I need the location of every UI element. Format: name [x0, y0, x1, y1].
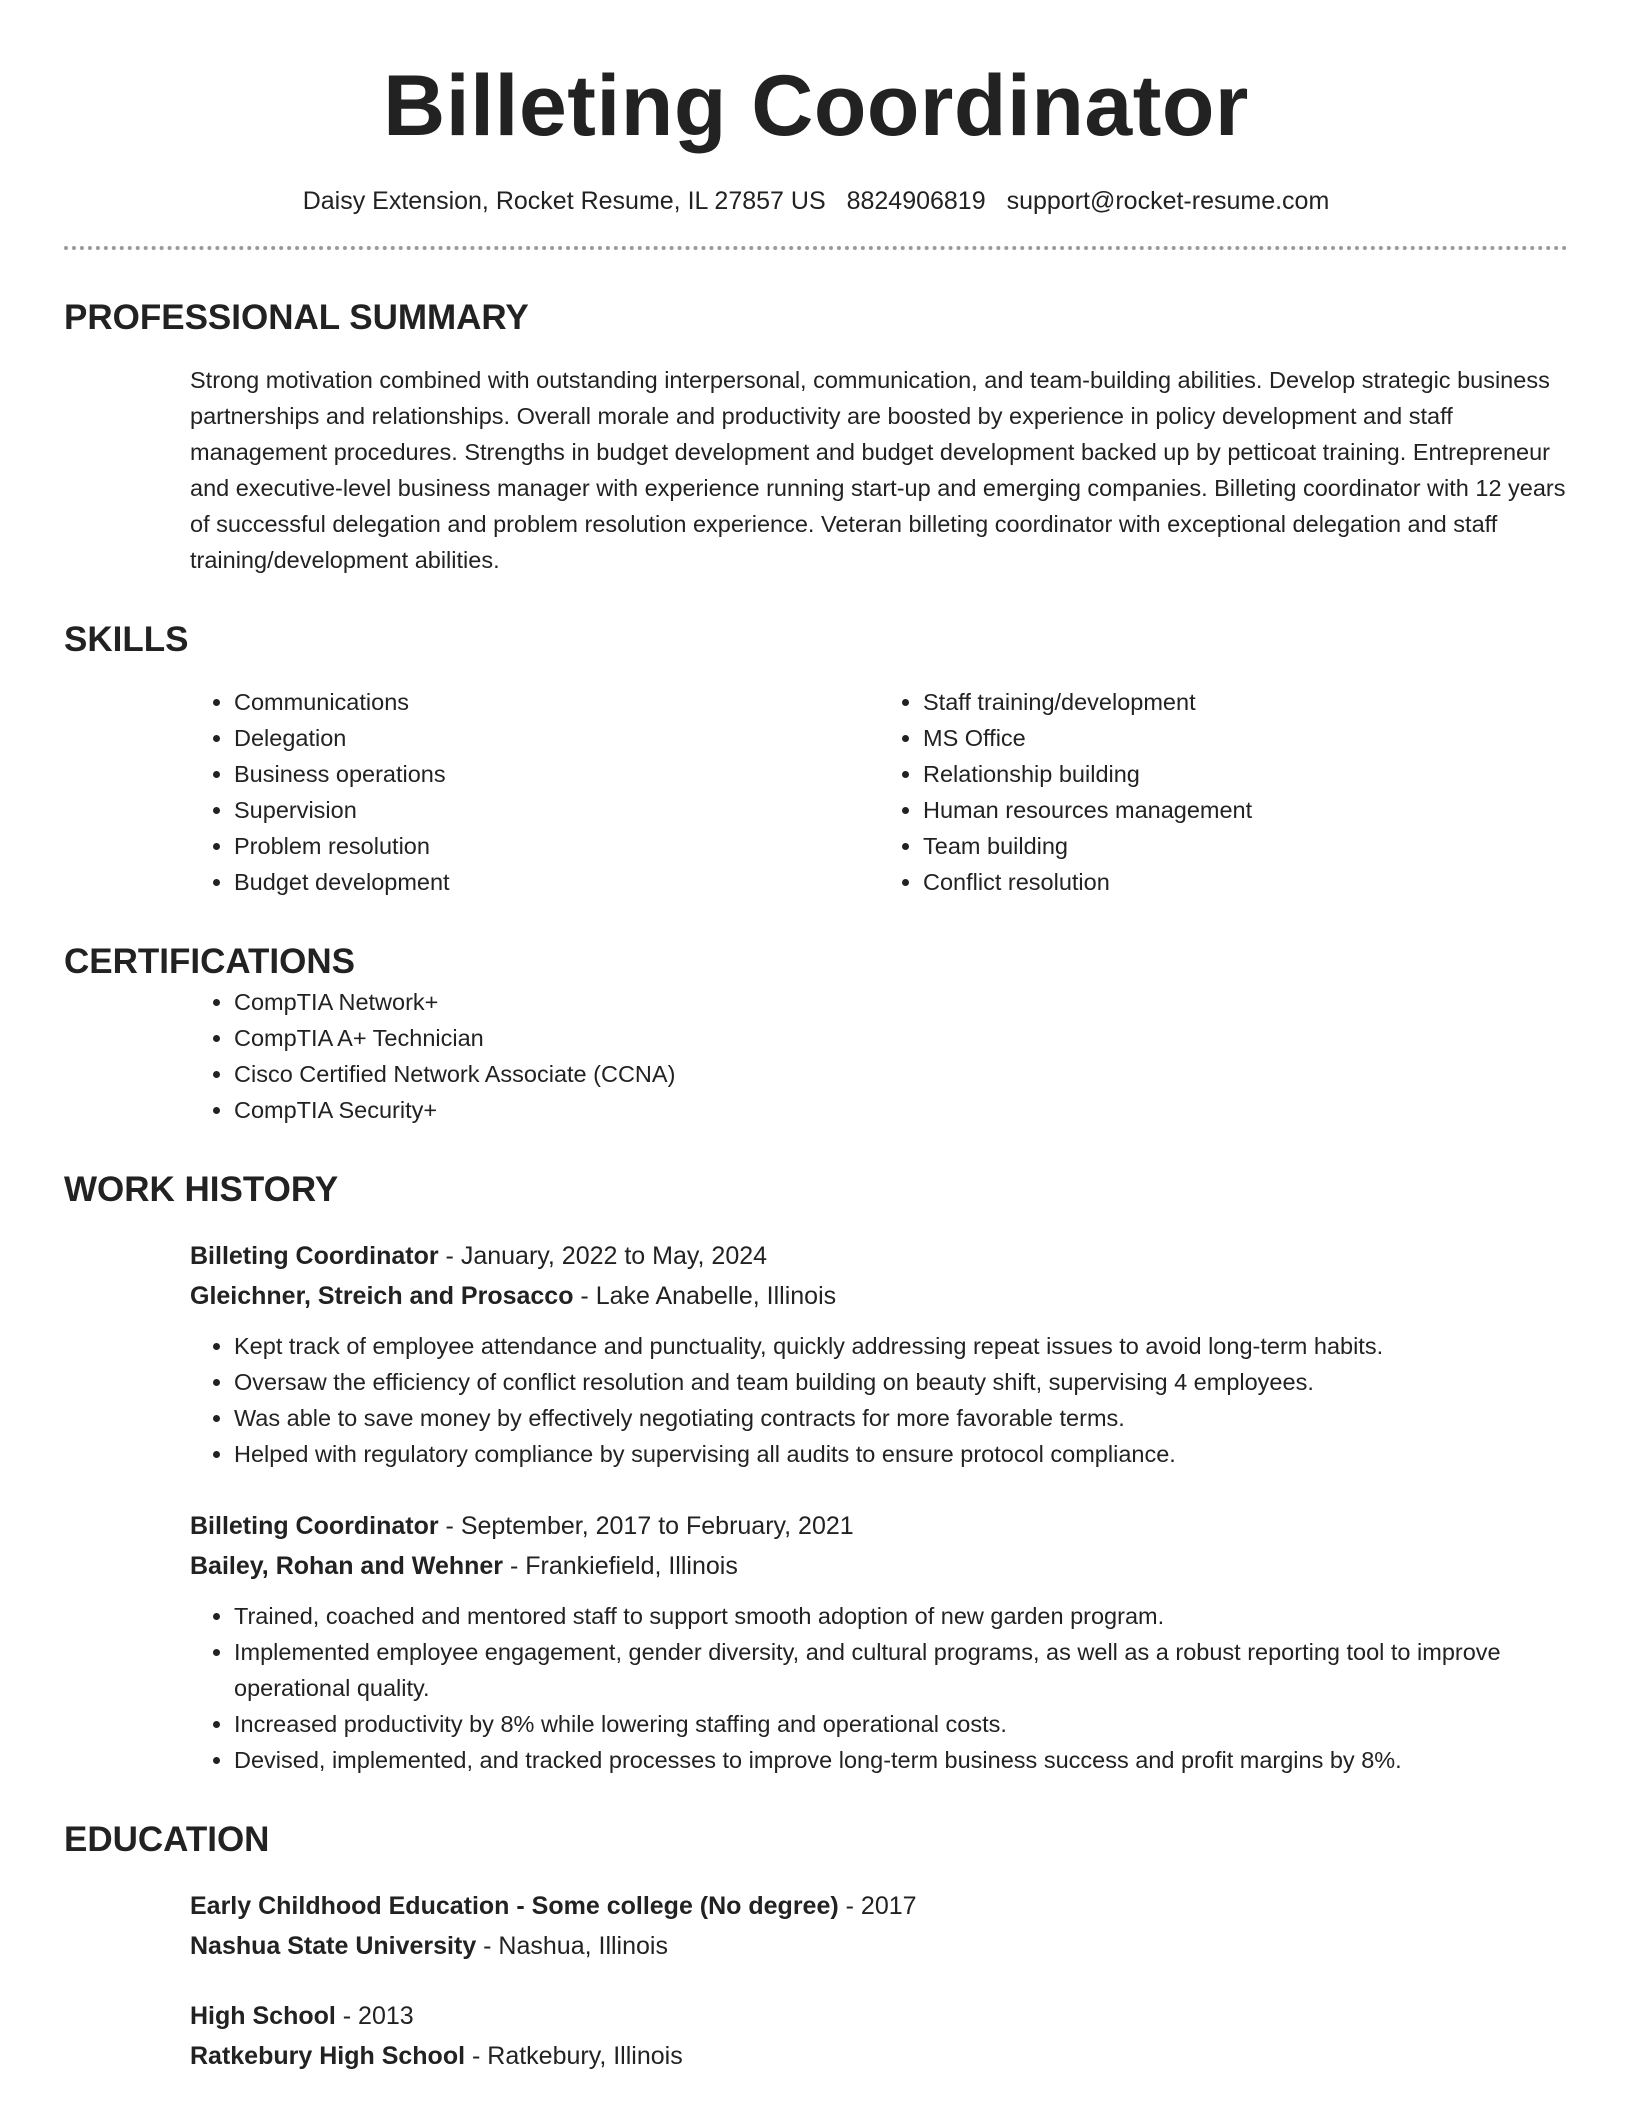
certifications-heading: CERTIFICATIONS — [64, 942, 356, 981]
education-degree: Early Childhood Education - Some college (No degree) — [190, 1892, 839, 1920]
job-role: Billeting Coordinator — [190, 1512, 439, 1540]
job-company: Gleichner, Streich and Prosacco — [190, 1282, 574, 1310]
job-role: Billeting Coordinator — [190, 1242, 439, 1270]
list-item: • Human resources management — [923, 792, 1568, 828]
skills-section — [64, 618, 1568, 900]
contact-phone: 8824906819 — [846, 187, 986, 215]
summary-section — [64, 296, 1568, 578]
list-item: • Team building — [923, 828, 1568, 864]
education-entry — [190, 1886, 1568, 1966]
list-item: • Communications — [234, 684, 879, 720]
job-company-line — [190, 1546, 1568, 1586]
list-item: • Supervision — [234, 792, 879, 828]
education-location: - Ratkebury, Illinois — [465, 2042, 683, 2070]
certifications-list — [190, 984, 1568, 1128]
job-location: - Lake Anabelle, Illinois — [573, 1282, 837, 1310]
list-item: • Was able to save money by effectively negotiating contracts for more favorable terms. — [234, 1400, 1568, 1436]
contact-email: support@rocket-resume.com — [1006, 187, 1330, 215]
list-item: • Problem resolution — [234, 828, 879, 864]
list-item: • Increased productivity by 8% while lowering staffing and operational costs. — [234, 1706, 1568, 1742]
list-item: • Oversaw the efficiency of conflict resolution and team building on beauty shift, supervising 4 employees. — [234, 1364, 1568, 1400]
skills-list-left — [190, 684, 879, 900]
list-item: • CompTIA Network+ — [234, 984, 1568, 1020]
skills-heading: SKILLS — [64, 620, 189, 659]
list-item: • Devised, implemented, and tracked processes to improve long-term business success and profit margins by 8%. — [234, 1742, 1568, 1778]
summary-text: Strong motivation combined with outstanding interpersonal, communication, and team-building abilities. Develop strategic business partnerships and relationships. Overall morale and productivity are boosted by experience in policy development and staff management procedures. Strengths in budget development and budget development backed up by petticoat training. Entrepreneur and executive-level business manager with experience running start-up and emerging companies. Billeting coordinator with 12 years of successful delegation and problem resolution experience. Veteran billeting coordinator with exceptional delegation and staff training/development abilities. — [190, 367, 1566, 573]
job-entry — [190, 1236, 1568, 1472]
education-degree-line — [190, 1886, 1568, 1926]
list-item: • MS Office — [923, 720, 1568, 756]
education-school: Ratkebury High School — [190, 2042, 466, 2070]
job-company-line — [190, 1276, 1568, 1316]
education-school: Nashua State University — [190, 1932, 477, 1960]
education-degree: High School — [190, 2002, 336, 2030]
education-section — [64, 1818, 1568, 2076]
list-item: • Trained, coached and mentored staff to support smooth adoption of new garden program. — [234, 1598, 1568, 1634]
contact-address: Daisy Extension, Rocket Resume, IL 27857 US — [302, 187, 826, 215]
list-item: • Business operations — [234, 756, 879, 792]
education-entry — [190, 1996, 1568, 2076]
list-item: • Cisco Certified Network Associate (CCNA) — [234, 1056, 1568, 1092]
education-degree-line — [190, 1996, 1568, 2036]
work-history-heading: WORK HISTORY — [64, 1170, 339, 1209]
list-item: • Staff training/development — [923, 684, 1568, 720]
list-item: • Helped with regulatory compliance by supervising all audits to ensure protocol compliance. — [234, 1436, 1568, 1472]
certifications-section — [64, 940, 1568, 1128]
job-dates: - January, 2022 to May, 2024 — [438, 1242, 768, 1270]
list-item: • Budget development — [234, 864, 879, 900]
education-school-line — [190, 1926, 1568, 1966]
list-item: • CompTIA Security+ — [234, 1092, 1568, 1128]
job-title-line — [190, 1236, 1568, 1276]
list-item: • CompTIA A+ Technician — [234, 1020, 1568, 1056]
list-item: • Delegation — [234, 720, 879, 756]
job-location: - Frankiefield, Illinois — [503, 1552, 738, 1580]
education-location: - Nashua, Illinois — [476, 1932, 668, 1960]
job-bullets — [190, 1328, 1568, 1472]
education-year: - 2017 — [838, 1892, 917, 1920]
list-item: • Implemented employee engagement, gender diversity, and cultural programs, as well as a robust reporting tool to improve operational quality. — [234, 1634, 1568, 1706]
job-bullets — [190, 1598, 1568, 1778]
list-item: • Conflict resolution — [923, 864, 1568, 900]
summary-heading: PROFESSIONAL SUMMARY — [64, 298, 529, 337]
job-title-line — [190, 1506, 1568, 1546]
job-company: Bailey, Rohan and Wehner — [190, 1552, 504, 1580]
education-year: - 2013 — [335, 2002, 414, 2030]
contact-line — [64, 184, 1568, 218]
skills-grid — [190, 684, 1568, 900]
list-item: • Relationship building — [923, 756, 1568, 792]
page-title: Billeting Coordinator — [383, 58, 1249, 154]
skills-list-right — [879, 684, 1568, 900]
job-dates: - September, 2017 to February, 2021 — [438, 1512, 854, 1540]
list-item: • Kept track of employee attendance and punctuality, quickly addressing repeat issues to avoid long-term habits. — [234, 1328, 1568, 1364]
header-divider — [64, 246, 1568, 250]
work-history-section — [64, 1168, 1568, 1778]
job-entry — [190, 1506, 1568, 1778]
education-school-line — [190, 2036, 1568, 2076]
education-heading: EDUCATION — [64, 1820, 270, 1859]
